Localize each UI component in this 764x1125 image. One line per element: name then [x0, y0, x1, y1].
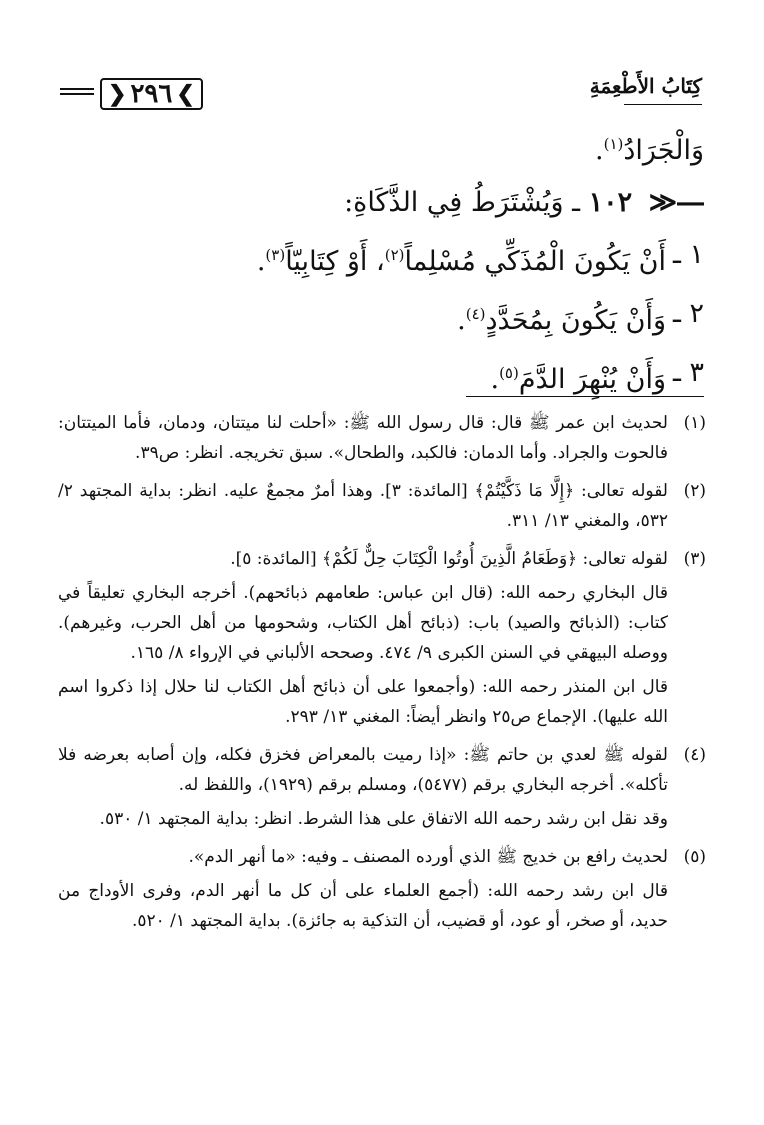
ornament-right-icon: ❯ [176, 81, 195, 107]
footnote-2 [58, 476, 706, 540]
footnotes [58, 408, 706, 944]
footnote-text: لقوله تعالى: ﴿وَطَعَامُ الَّذِينَ أُوتُوا الْكِتَابَ حِلٌّ لَكُمْ﴾ [المائدة: ٥]. [230, 549, 668, 569]
item-text: وَأَنْ يَكُونَ بِمُحَدَّدٍ [485, 305, 666, 336]
line0-end: . [595, 135, 604, 166]
rule-text: ـ وَيُشْتَرَطُ فِي الذَّكَاةِ: [344, 187, 581, 218]
footnote-number: (٢) [683, 481, 706, 501]
item-text: أَنْ يَكُونَ الْمُذَكِّي مُسْلِماً [404, 246, 666, 277]
footnote-text: لحديث رافع بن خديج ﷺ الذي أورده المصنف ـ وفيه: «ما أنهر الدم». [188, 847, 668, 867]
book-title: كِتَابُ الأَطْعِمَةِ [589, 74, 702, 98]
item-end: . [457, 305, 466, 336]
item-end: . [256, 246, 266, 277]
footnote-1 [58, 408, 706, 472]
footnote-number: (٣) [683, 549, 706, 569]
page-number: ٢٩٦ [130, 79, 173, 109]
footnote-number: (٤) [683, 745, 706, 765]
rule-heading [60, 177, 704, 229]
list-item [60, 288, 704, 347]
item-number: ٢ ـ [672, 298, 704, 329]
page-number-frame [100, 78, 203, 110]
item-number: ١ ـ [672, 239, 704, 270]
footnote-text: وقد نقل ابن رشد رحمه الله الاتفاق على هذا الشرط. انظر: بداية المجتهد ١/ ٥٣٠. [99, 809, 668, 829]
footnote-text: لحديث ابن عمر ﷺ قال: قال رسول الله ﷺ: «أحلت لنا ميتتان، ودمان، فأما الميتتان: فالحوت والجراد. وأما الدمان: فالكبد، والطحال». سبق تخريجه. انظر: ص٣٩. [58, 413, 668, 463]
list-item [60, 229, 704, 288]
footnote-text: لقوله تعالى: ﴿إِلَّا مَا ذَكَّيْتُمْ﴾ [المائدة: ٣]. وهذا أمرٌ مجمعٌ عليه. انظر: بداية المجتهد ٢/ ٥٣٢، والمغني ١٣/ ٣١١. [58, 481, 668, 531]
item-end: . [490, 364, 500, 395]
footnote-4 [58, 740, 706, 838]
rule-number: ١٠٢ [588, 187, 633, 218]
page-number-badge [100, 78, 203, 110]
rule-arrow-icon: ―≪ [648, 187, 704, 218]
footnote-separator [466, 396, 704, 397]
footnote-ref: (١) [603, 135, 624, 153]
footnote-text: قال البخاري رحمه الله: (قال ابن عباس: طعامهم ذبائحهم). أخرجه البخاري تعليقاً في كتاب: (الذبائح والصيد) باب: (ذبائح أهل الكتاب، وشحومها من أهل الحرب، وغيرهم). ووصله البيهقي في السنن الكبرى ٩/ ٤٧٤. وصححه الألباني في الإرواء ٨/ ١٦٥. [58, 583, 668, 663]
item-text-mid: ، أَوْ كِتَابِيّاً [285, 246, 385, 277]
page-header [60, 66, 702, 110]
text-line-locust [60, 118, 704, 177]
footnote-text: قال ابن المنذر رحمه الله: (وأجمعوا على أن ذبائح أهل الكتاب لنا حلال إذا ذكروا اسم الله عليها). الإجماع ص٢٥ وانظر أيضاً: المغني ١٣/ ٢٩٣. [58, 677, 668, 727]
footnote-ref: (٣) [265, 246, 286, 264]
item-number: ٣ ـ [672, 357, 704, 388]
footnote-ref: (٤) [465, 305, 486, 323]
footnote-ref: (٥) [499, 364, 519, 382]
item-text: وَأَنْ يُنْهِرَ الدَّمَ [518, 364, 666, 395]
footnote-3 [58, 544, 706, 736]
footnote-5 [58, 842, 706, 940]
ornament-left-icon: ❮ [108, 81, 127, 107]
main-text [60, 118, 704, 406]
footnote-ref: (٢) [384, 246, 405, 264]
footnote-number: (١) [683, 413, 706, 433]
footnote-text: قال ابن رشد رحمه الله: (أجمع العلماء على أن كل ما أنهر الدم، وفرى الأوداج من حديد، أو صخر، أو عود، أو قضيب، أن التذكية به جائزة). بداية المجتهد ١/ ٥٢٠. [58, 881, 668, 931]
footnote-text: لقوله ﷺ لعدي بن حاتم ﷺ: «إذا رميت بالمعراض فخزق فكله، وإن أصابه بعرضه فلا تأكله». أخرجه البخاري برقم (٥٤٧٧)، ومسلم برقم (١٩٢٩)، واللفظ له. [58, 745, 668, 795]
list-item [60, 347, 704, 406]
line0-text: وَالْجَرَادُ [623, 135, 704, 166]
header-rule [60, 88, 94, 98]
footnote-number: (٥) [683, 847, 706, 867]
title-underline [624, 104, 702, 105]
